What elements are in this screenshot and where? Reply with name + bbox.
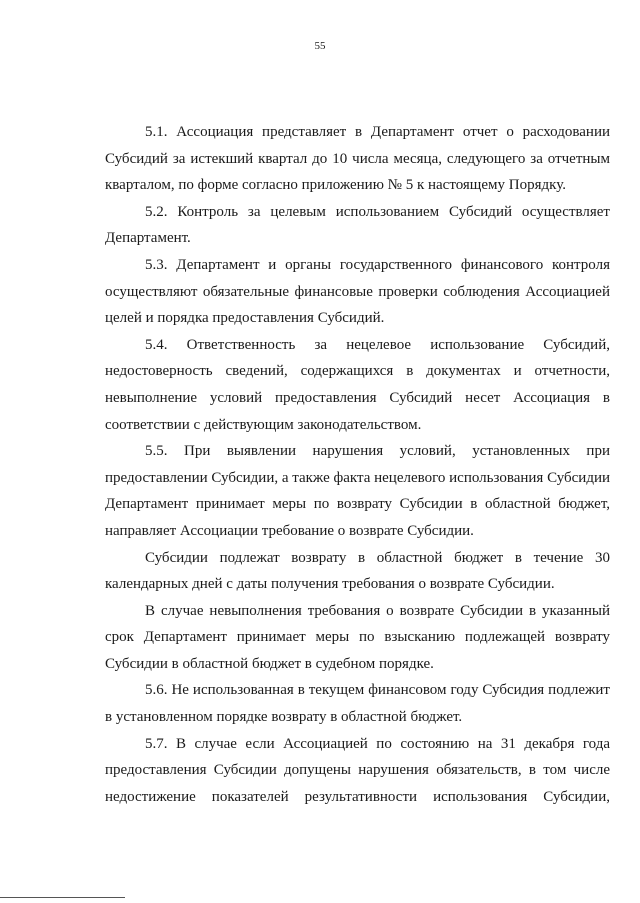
paragraph-5-5: 5.5. При выявлении нарушения условий, установленных при предоставлении Субсидии, а также факта нецелевого использования Субсидии Департамент принимает меры по возврату Субсидии в областной бюджет, направляет Ассоциации требование о возврате Субсидии.: [105, 443, 611, 539]
paragraph-5-2: 5.2. Контроль за целевым использованием Субсидий осуществляет Департамент.: [105, 203, 610, 247]
bottom-rule: [0, 897, 125, 898]
paragraph-5-6: 5.6. Не использованная в текущем финансовом году Субсидия подлежит в установленном порядке возврату в областной бюджет.: [105, 682, 610, 726]
page-number: 55: [314, 40, 326, 52]
paragraph-5-7: 5.7. В случае если Ассоциацией по состоянию на 31 декабря года предоставления Субсидии допущены нарушения обязательств, в том числе недостижение показателей результативности использования Субсидии,: [105, 735, 610, 805]
document-body: [105, 119, 610, 810]
paragraph-5-3: 5.3. Департамент и органы государственного финансового контроля осуществляют обязательные финансовые проверки соблюдения Ассоциацией целей и порядка предоставления Субсидий.: [105, 256, 610, 327]
paragraph-5-4: 5.4. Ответственность за нецелевое использование Субсидий, недостоверность сведений, содержащихся в документах и отчетности, невыполнение условий предоставления Субсидий несет Ассоциация в соответствии с действующим законодательством.: [105, 336, 610, 433]
paragraph-5-1: 5.1. Ассоциация представляет в Департамент отчет о расходовании Субсидий за истекший квартал до 10 числа месяца, следующего за отчетным кварталом, по форме согласно приложению № 5 к настоящему Порядку.: [105, 124, 610, 194]
paragraph-subsidy-return-term: Субсидии подлежат возврату в областной бюджет в течение 30 календарных дней с даты получения требования о возврате Субсидии.: [105, 549, 610, 593]
paragraph-subsidy-recovery: В случае невыполнения требования о возврате Субсидии в указанный срок Департамент принимает меры по взысканию подлежащей возврату Субсидии в областной бюджет в судебном порядке.: [105, 602, 610, 672]
